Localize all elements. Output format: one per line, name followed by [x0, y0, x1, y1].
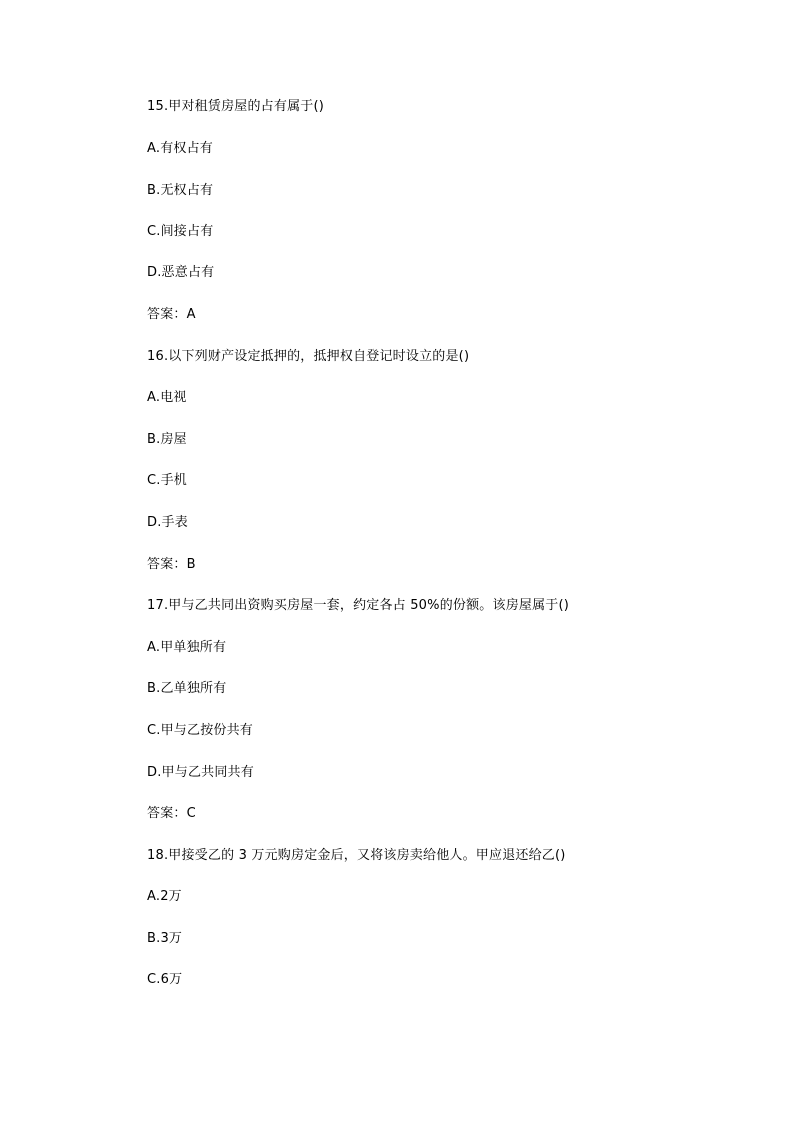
question-18-option-c: C.6万	[147, 972, 183, 987]
question-16-answer: 答案：B	[147, 557, 196, 572]
question-17-option-c: C.甲与乙按份共有	[147, 723, 254, 738]
question-17-answer: 答案：C	[147, 806, 196, 821]
question-18-stem: 18.甲接受乙的 3 万元购房定金后，又将该房卖给他人。甲应退还给乙()	[147, 848, 566, 863]
question-15-option-c: C.间接占有	[147, 224, 214, 239]
question-17-option-a: A.甲单独所有	[147, 640, 227, 655]
question-15-option-d: D.恶意占有	[147, 265, 215, 280]
question-18-option-a: A.2万	[147, 889, 182, 904]
question-16-option-c: C.手机	[147, 473, 188, 488]
question-15-answer: 答案：A	[147, 307, 196, 322]
question-16-option-a: A.电视	[147, 390, 187, 405]
question-15-option-a: A.有权占有	[147, 141, 213, 156]
question-16-stem: 16.以下列财产设定抵押的，抵押权自登记时设立的是()	[147, 349, 470, 364]
question-16-option-d: D.手表	[147, 515, 188, 530]
question-17-option-d: D.甲与乙共同共有	[147, 765, 254, 780]
question-16-option-b: B.房屋	[147, 432, 187, 447]
question-18-option-b: B.3万	[147, 931, 183, 946]
question-15-stem: 15.甲对租赁房屋的占有属于()	[147, 99, 325, 114]
question-17-option-b: B.乙单独所有	[147, 681, 227, 696]
question-17-stem: 17.甲与乙共同出资购买房屋一套，约定各占 50%的份额。该房屋属于()	[147, 598, 570, 613]
question-15-option-b: B.无权占有	[147, 183, 214, 198]
